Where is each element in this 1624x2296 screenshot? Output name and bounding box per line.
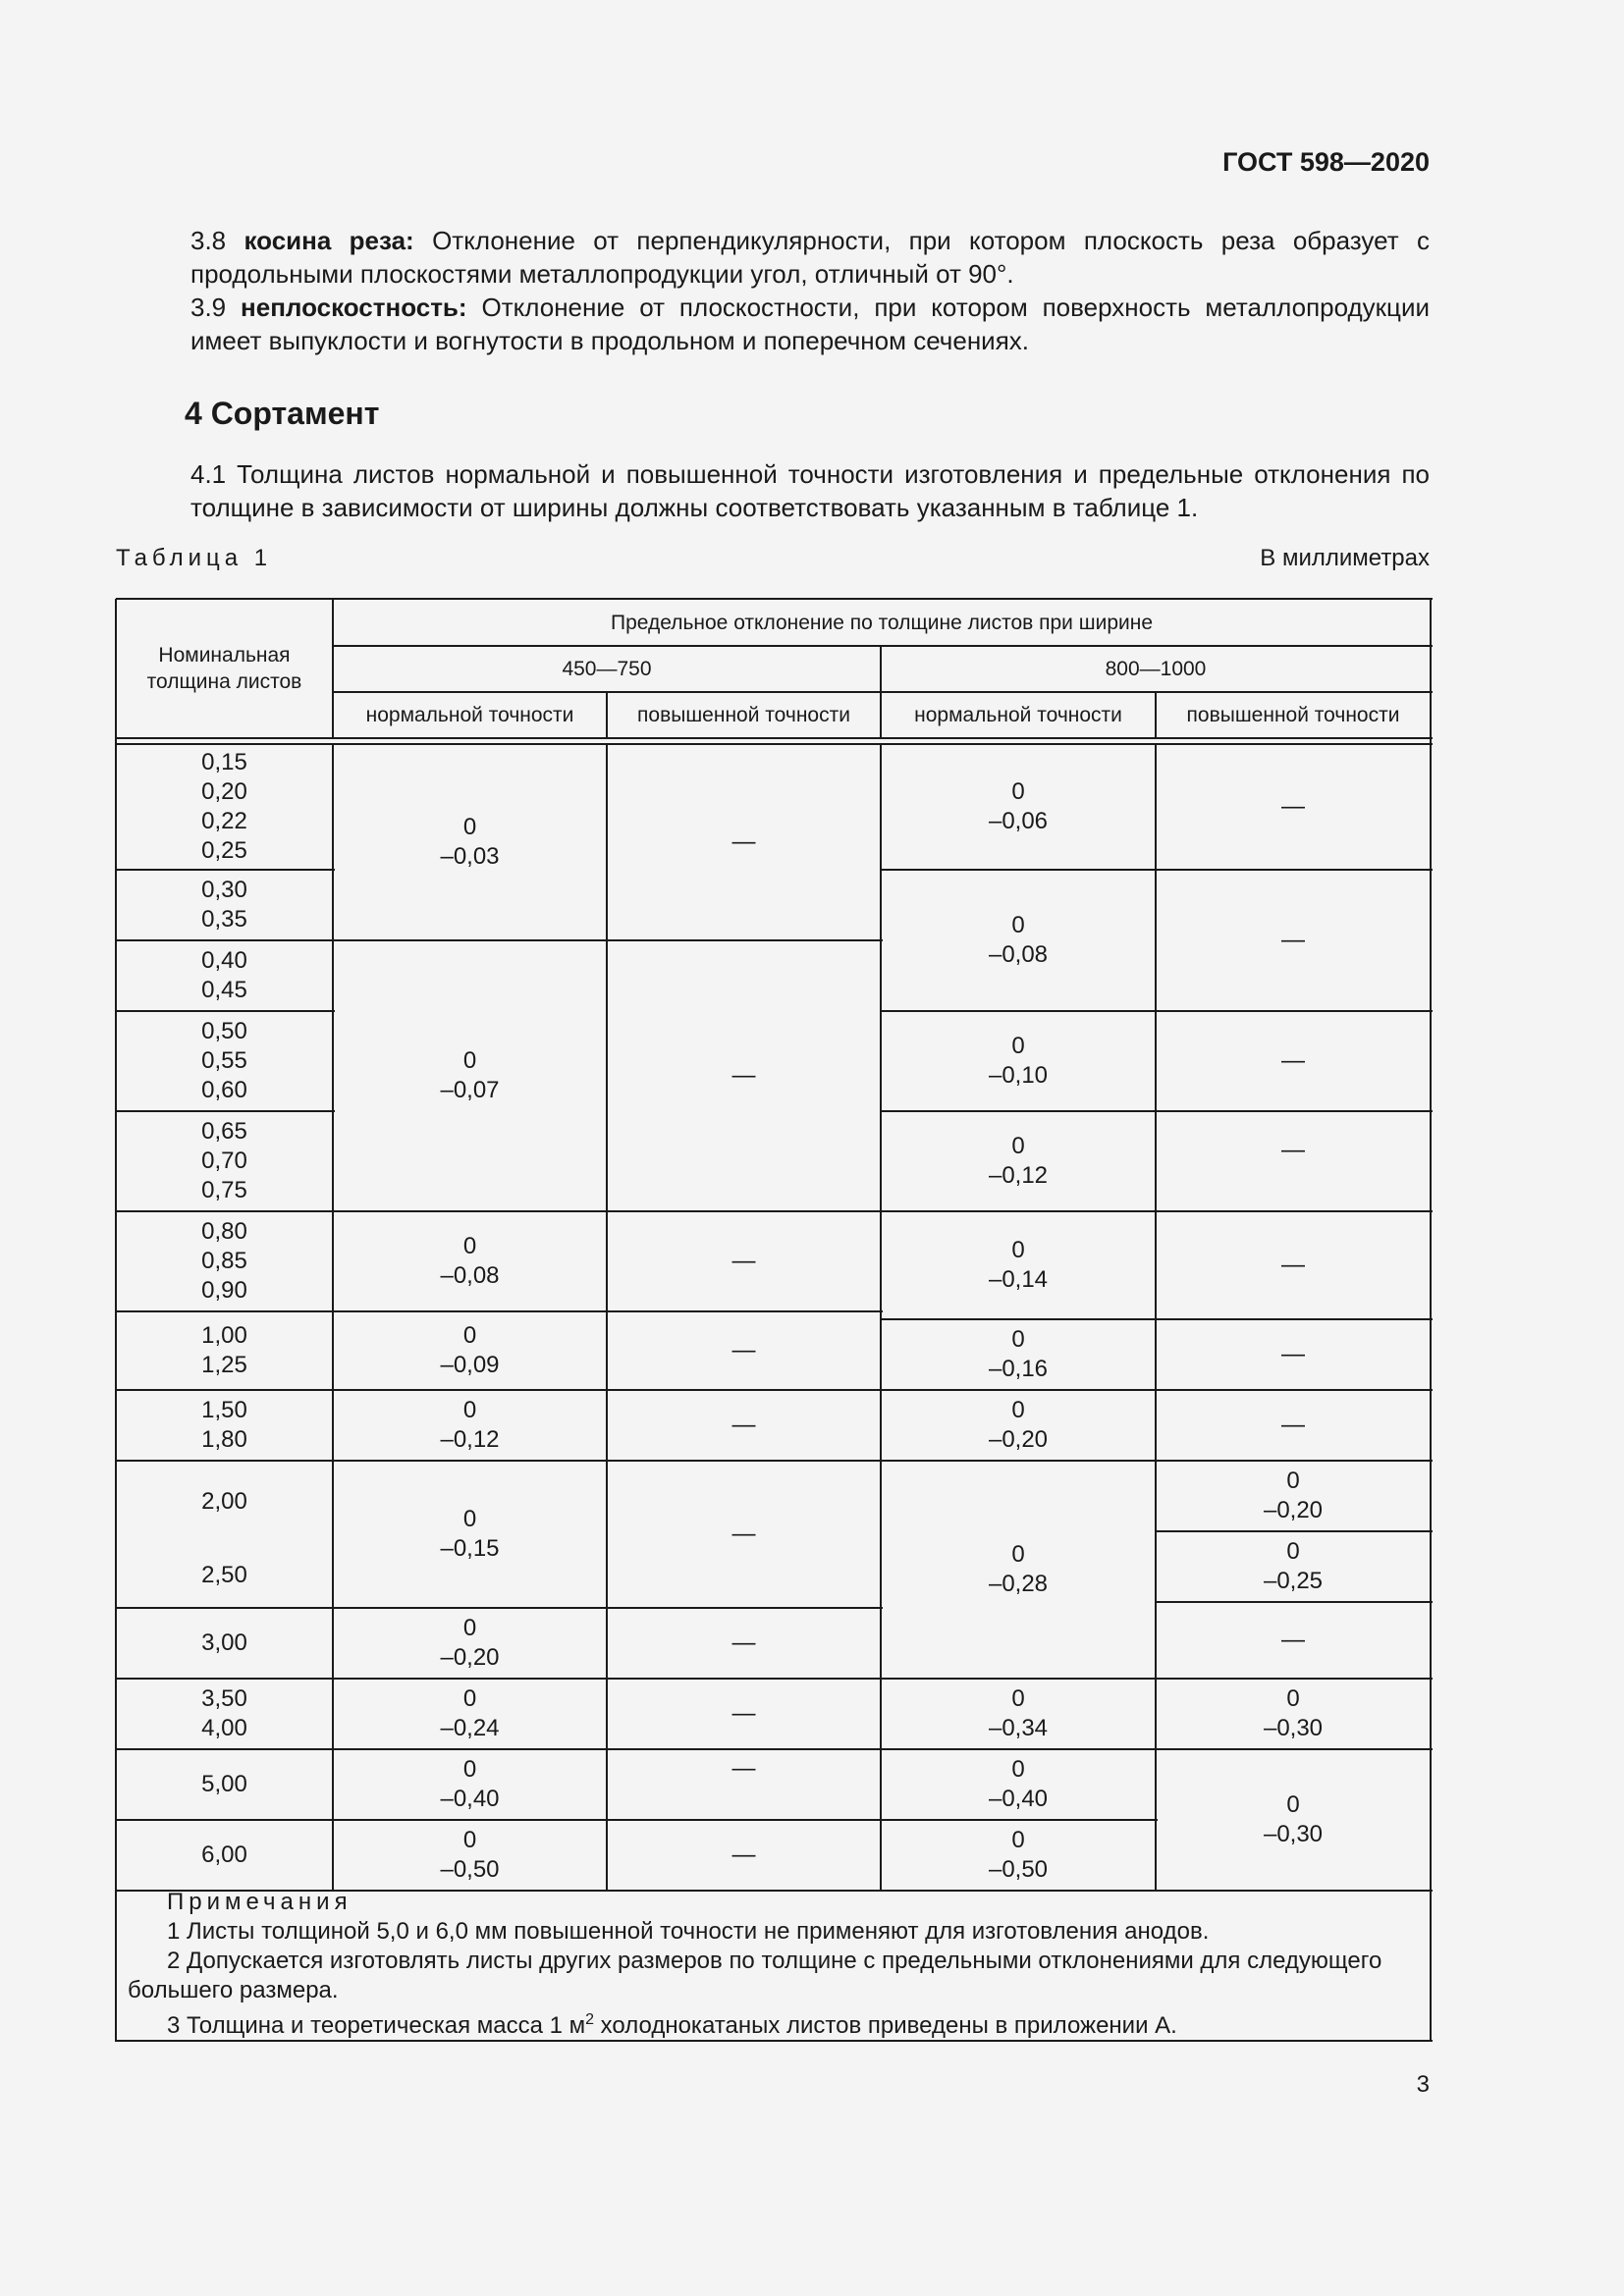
table-rule [1156, 1530, 1433, 1532]
table-rule [115, 599, 117, 2042]
thickness-cell: 5,00 [201, 1771, 247, 1797]
header-high-accuracy: повышенной точности [637, 704, 850, 726]
table-rule [881, 1460, 1158, 1462]
deviation-cell: 0 –0,12 [988, 1133, 1049, 1189]
table-rule [1156, 1601, 1433, 1603]
table-rule [116, 1607, 335, 1609]
note-1: 1 Листы толщиной 5,0 и 6,0 мм повышенной точности не применяют для изготовления анодов. [167, 1918, 1210, 1945]
header-normal-accuracy: нормальной точности [914, 704, 1122, 726]
header-width-450-750: 450—750 [562, 658, 652, 680]
thickness-cell: 0,40 0,45 [201, 947, 247, 1003]
deviation-cell: 0 –0,06 [988, 778, 1049, 834]
deviation-cell: 0 –0,09 [440, 1322, 500, 1378]
table-rule [116, 869, 335, 871]
deviation-cell: 0 –0,20 [988, 1397, 1049, 1453]
deviation-cell: 0 –0,30 [1263, 1791, 1324, 1847]
table-rule [333, 1607, 883, 1609]
note-3-superscript: 2 [585, 2011, 595, 2028]
deviation-cell: 0 –0,10 [988, 1033, 1049, 1089]
deviation-cell: 0 –0,08 [988, 912, 1049, 968]
table-rule [116, 1110, 335, 1112]
table-rule [116, 598, 1433, 600]
dash-cell: — [1281, 1137, 1305, 1163]
thickness-cell: 1,50 1,80 [201, 1397, 247, 1453]
deviation-cell: 0 –0,50 [988, 1827, 1049, 1883]
section-paragraph [116, 457, 1430, 524]
note-3-text: 3 Толщина и теоретическая масса 1 м [167, 2012, 586, 2039]
dash-cell: — [731, 1062, 756, 1089]
table-rule [881, 1210, 1158, 1212]
table-rule [116, 1210, 335, 1212]
deviation-cell: 0 –0,40 [440, 1756, 500, 1812]
note-3-text-end: холоднокатаных листов приведены в приложении А. [594, 2012, 1177, 2039]
table-rule [880, 646, 882, 739]
deviation-cell: 0 –0,24 [440, 1685, 500, 1741]
dash-cell: — [731, 828, 756, 855]
thickness-cell: 6,00 [201, 1842, 247, 1868]
dash-cell: — [731, 1248, 756, 1274]
thickness-cell: 0,65 0,70 0,75 [201, 1118, 247, 1203]
header-high-accuracy: повышенной точности [1186, 704, 1400, 726]
definition-number: 3.8 [190, 226, 227, 255]
table-rule [1156, 1748, 1433, 1750]
table-rule [1156, 1678, 1433, 1680]
dash-cell: — [731, 1700, 756, 1727]
deviation-cell: 0 –0,15 [440, 1506, 500, 1562]
table-notes [128, 1888, 1424, 2041]
definition-text: Отклонение от перпендикулярности, при котором плоскость реза образует с продольными плоскостями металлопродукции угол, отличный от 90°. [190, 226, 1430, 289]
table-rule [333, 1210, 883, 1212]
table-rule [116, 1310, 335, 1312]
dash-cell: — [731, 1412, 756, 1438]
thickness-cell: 3,00 [201, 1629, 247, 1656]
dash-cell: — [731, 1755, 756, 1782]
table-rule [116, 1748, 335, 1750]
dash-cell: — [1281, 1047, 1305, 1074]
table-rule [333, 691, 1433, 693]
deviation-cell: 0 –0,30 [1263, 1685, 1324, 1741]
definition-number: 3.9 [190, 293, 227, 322]
dash-cell: — [1281, 927, 1305, 953]
header-width-800-1000: 800—1000 [1105, 658, 1207, 680]
deviation-cell: 0 –0,34 [988, 1685, 1049, 1741]
dash-cell: — [731, 1337, 756, 1363]
table-rule [881, 1389, 1158, 1391]
thickness-cell: 0,30 0,35 [201, 877, 247, 933]
thickness-cell: 1,00 1,25 [201, 1322, 247, 1378]
deviation-cell: 0 –0,14 [988, 1237, 1049, 1293]
table-rule [116, 1819, 335, 1821]
table-units: В миллиметрах [1260, 545, 1430, 571]
tolerance-table [116, 599, 1431, 2041]
table-rule [881, 1678, 1158, 1680]
thickness-cell: 2,00 [201, 1488, 247, 1515]
definition-text: Отклонение от плоскостности, при котором поверхность металлопродукции имеет выпуклости и вогнутости в продольном и поперечном сечениях. [190, 293, 1430, 355]
table-label: Таблица 1 [116, 545, 273, 571]
table-rule [881, 1110, 1158, 1112]
thickness-cell: 2,50 [201, 1562, 247, 1588]
table-rule [116, 939, 335, 941]
thickness-cell: 0,50 0,55 0,60 [201, 1018, 247, 1103]
note-2: 2 Допускается изготовлять листы других размеров по толщине с предельными отклонениями для следующего большего размера. [128, 1948, 1382, 2003]
definition-term: косина реза: [244, 226, 414, 255]
dash-cell: — [731, 1521, 756, 1547]
table-rule [1156, 1110, 1433, 1112]
deviation-cell: 0 –0,28 [988, 1541, 1049, 1597]
notes-title: Примечания [167, 1889, 352, 1915]
deviation-cell: 0 –0,40 [988, 1756, 1049, 1812]
table-rule [332, 599, 334, 739]
table-rule [333, 1819, 883, 1821]
deviation-cell: 0 –0,50 [440, 1827, 500, 1883]
table-rule [116, 1389, 335, 1391]
deviation-cell: 0 –0,03 [440, 814, 500, 870]
dash-cell: — [731, 1629, 756, 1656]
deviation-cell: 0 –0,20 [440, 1615, 500, 1671]
table-rule [881, 869, 1158, 871]
deviation-cell: 0 –0,08 [440, 1233, 500, 1289]
table-rule [116, 743, 1433, 745]
table-rule [881, 1010, 1158, 1012]
section-heading: 4 Сортамент [185, 396, 380, 431]
definition-3-8 [116, 224, 1430, 291]
paragraph-text: 4.1 Толщина листов нормальной и повышенной точности изготовления и предельные отклонения по толщине в зависимости от ширины должны соответствовать указанным в таблице 1. [190, 459, 1430, 522]
table-rule [332, 744, 334, 1892]
table-rule [1156, 869, 1433, 871]
page-number: 3 [1416, 2071, 1430, 2098]
deviation-cell: 0 –0,07 [440, 1047, 500, 1103]
deviation-cell: 0 –0,20 [1263, 1468, 1324, 1523]
header-normal-accuracy: нормальной точности [365, 704, 574, 726]
table-rule [881, 1748, 1158, 1750]
table-rule [1156, 1389, 1433, 1391]
table-rule [1156, 1318, 1433, 1320]
table-rule [333, 1678, 883, 1680]
definition-term: неплоскостность: [241, 293, 467, 322]
table-rule [333, 1389, 883, 1391]
table-rule [333, 1748, 883, 1750]
header-thickness: Номинальная толщина листов [146, 644, 302, 693]
table-rule [606, 744, 608, 1892]
dash-cell: — [1281, 1412, 1305, 1438]
dash-cell: — [1281, 1252, 1305, 1278]
dash-cell: — [1281, 1627, 1305, 1653]
table-rule [881, 1819, 1158, 1821]
table-rule [333, 1310, 883, 1312]
document-code: ГОСТ 598—2020 [1222, 147, 1430, 177]
thickness-cell: 3,50 4,00 [201, 1685, 247, 1741]
table-rule [1430, 599, 1432, 2042]
table-rule [116, 1460, 335, 1462]
table-rule [1156, 1460, 1433, 1462]
table-rule [116, 1010, 335, 1012]
table-rule [333, 645, 1433, 647]
table-rule [333, 939, 883, 941]
dash-cell: — [1281, 793, 1305, 820]
table-rule [116, 1678, 335, 1680]
thickness-cell: 0,15 0,20 0,22 0,25 [201, 749, 247, 864]
table-rule [333, 1460, 883, 1462]
note-3 [128, 2005, 1424, 2041]
dash-cell: — [1281, 1341, 1305, 1367]
thickness-cell: 0,80 0,85 0,90 [201, 1218, 247, 1304]
deviation-cell: 0 –0,25 [1263, 1538, 1324, 1594]
table-rule [1155, 692, 1157, 739]
deviation-cell: 0 –0,16 [988, 1326, 1049, 1382]
table-rule [116, 737, 1433, 739]
table-rule [1156, 1210, 1433, 1212]
header-group: Предельное отклонение по толщине листов при ширине [610, 611, 1154, 634]
dash-cell: — [731, 1842, 756, 1868]
deviation-cell: 0 –0,12 [440, 1397, 500, 1453]
definition-3-9 [116, 291, 1430, 357]
table-rule [606, 692, 608, 739]
table-rule [881, 1318, 1158, 1320]
table-rule [1156, 1010, 1433, 1012]
